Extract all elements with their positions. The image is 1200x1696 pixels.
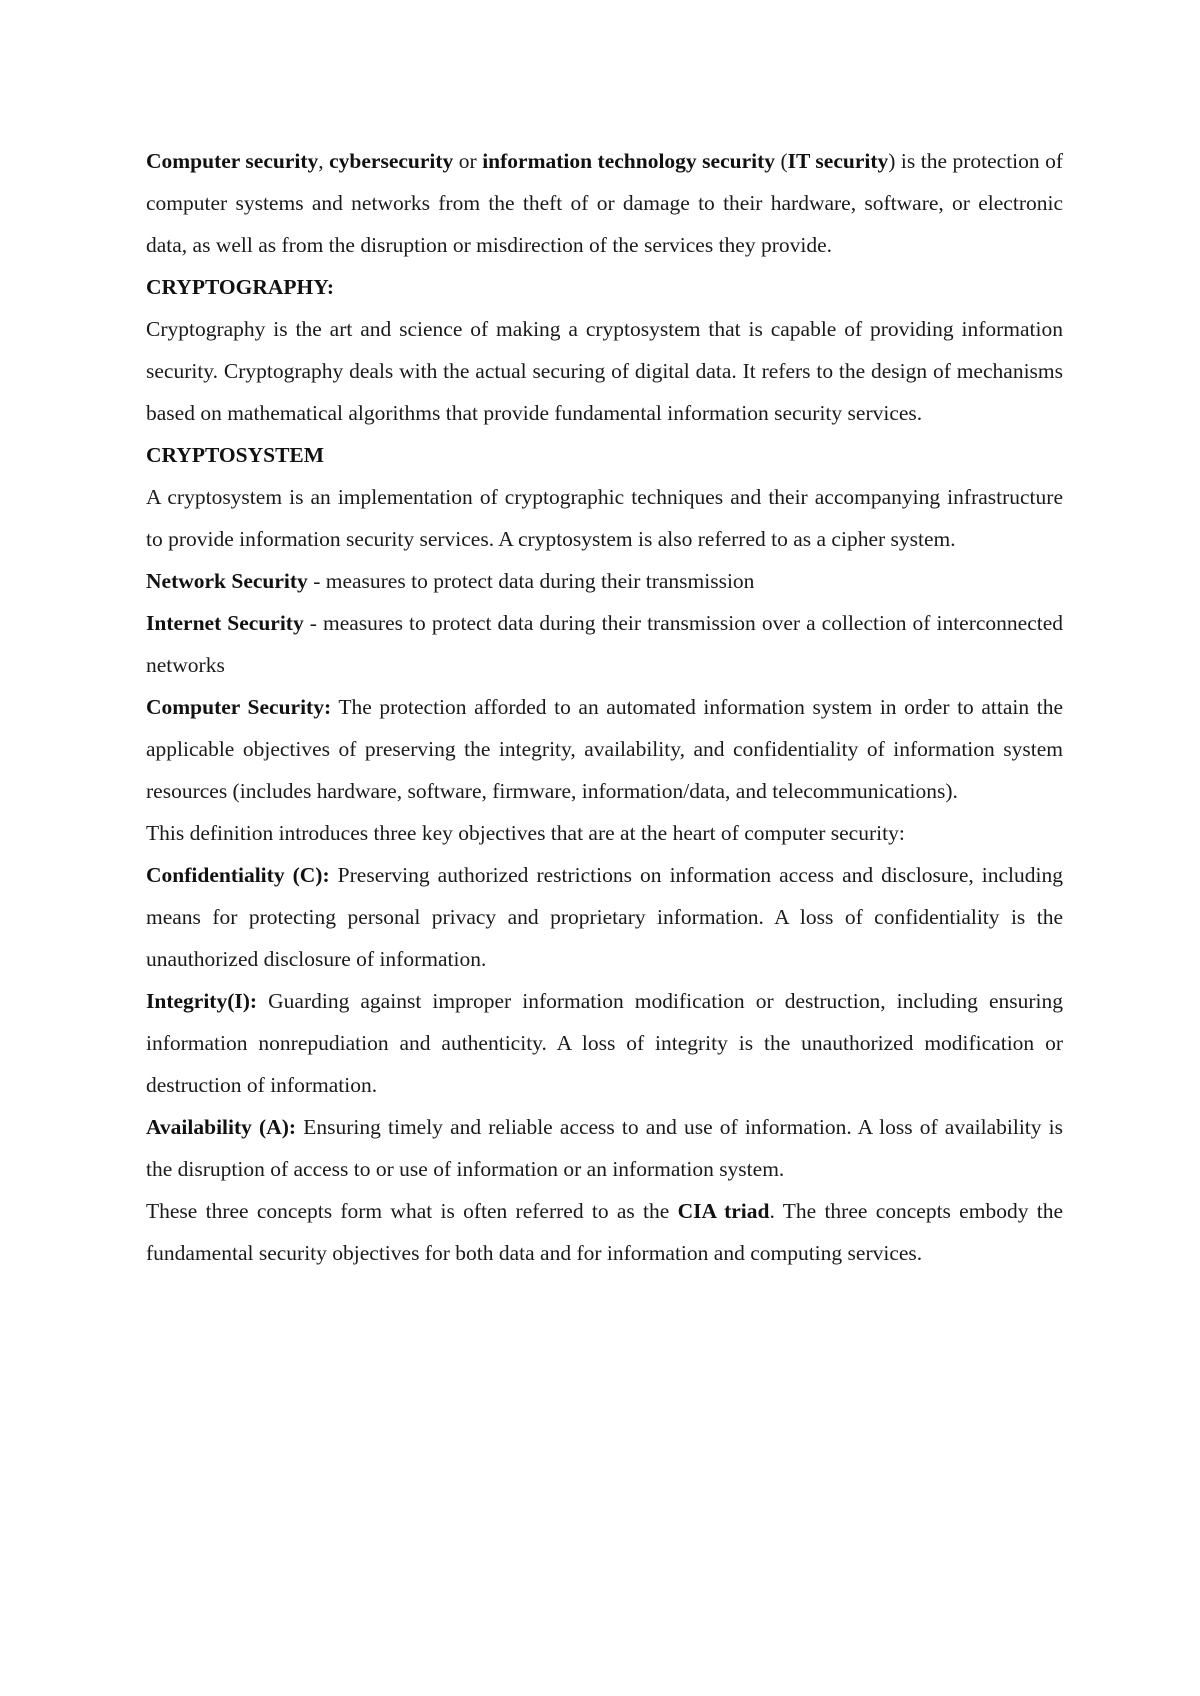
cia-text-post: . The three concepts embody the fundamental security objectives for both data and for information and computing services. [146,1199,1063,1265]
cryptography-heading-text: CRYPTOGRAPHY: [146,275,334,299]
term-network-security: Network Security [146,569,308,593]
availability-paragraph [146,1106,1063,1190]
cryptography-paragraph: Cryptography is the art and science of making a cryptosystem that is capable of providing information security. Cryptography deals with the actual securing of digital data. It refers to the design of mechanisms based on mathematical algorithms that provide fundamental information security services. [146,317,1063,425]
document-page [146,140,1063,1274]
integrity-paragraph [146,980,1063,1106]
computer-security-text: The protection afforded to an automated information system in order to attain the applicable objectives of preserving the integrity, availability, and confidentiality of information system resources (includes hardware, software, firmware, information/data, and telecommunications). [146,695,1063,803]
cia-text-pre: These three concepts form what is often referred to as the [146,1199,678,1223]
cryptosystem-heading [146,434,1063,476]
intro-text-4: ) is the protection of computer systems and networks from the theft of or damage to their hardware, software, or electronic data, as well as from the disruption or misdirection of the services they provide. [146,149,1064,257]
term-availability: Availability (A): [146,1115,297,1139]
confidentiality-paragraph [146,854,1063,980]
term-computer-security: Computer security [146,149,319,173]
network-security-paragraph [146,560,1063,602]
internet-security-paragraph [146,602,1063,686]
term-internet-security: Internet Security [146,611,304,635]
availability-text: Ensuring timely and reliable access to and use of information. A loss of availability is the disruption of access to or use of information or an information system. [146,1115,1064,1181]
intro-text-2: or [453,149,483,173]
term-confidentiality: Confidentiality (C): [146,863,330,887]
term-computer-security-def: Computer Security: [146,695,332,719]
network-security-text: - measures to protect data during their transmission [307,569,755,593]
term-cia-triad: CIA triad [677,1199,770,1223]
internet-security-text: - measures to protect data during their transmission over a collection of interconnected networks [146,611,1064,677]
cia-paragraph [146,1190,1063,1274]
term-it-security-full: information technology security [482,149,775,173]
intro-text-1: , [318,149,330,173]
cryptography-heading [146,266,1063,308]
computer-security-paragraph [146,686,1063,812]
definition-intro-paragraph: This definition introduces three key objectives that are at the heart of computer security: [146,821,905,845]
cryptosystem-heading-text: CRYPTOSYSTEM [146,443,325,467]
cryptosystem-paragraph: A cryptosystem is an implementation of cryptographic techniques and their accompanying infrastructure to provide information security services. A cryptosystem is also referred to as a cipher system. [146,485,1063,551]
intro-paragraph [146,140,1063,266]
intro-text-3: ( [775,149,788,173]
term-integrity: Integrity(I): [146,989,258,1013]
integrity-text: Guarding against improper information modification or destruction, including ensuring information nonrepudiation and authenticity. A loss of integrity is the unauthorized modification or destruction of information. [146,989,1063,1097]
confidentiality-text: Preserving authorized restrictions on information access and disclosure, including means for protecting personal privacy and proprietary information. A loss of confidentiality is the unauthorized disclosure of information. [146,863,1063,971]
term-it-security: IT security [787,149,889,173]
term-cybersecurity: cybersecurity [329,149,454,173]
